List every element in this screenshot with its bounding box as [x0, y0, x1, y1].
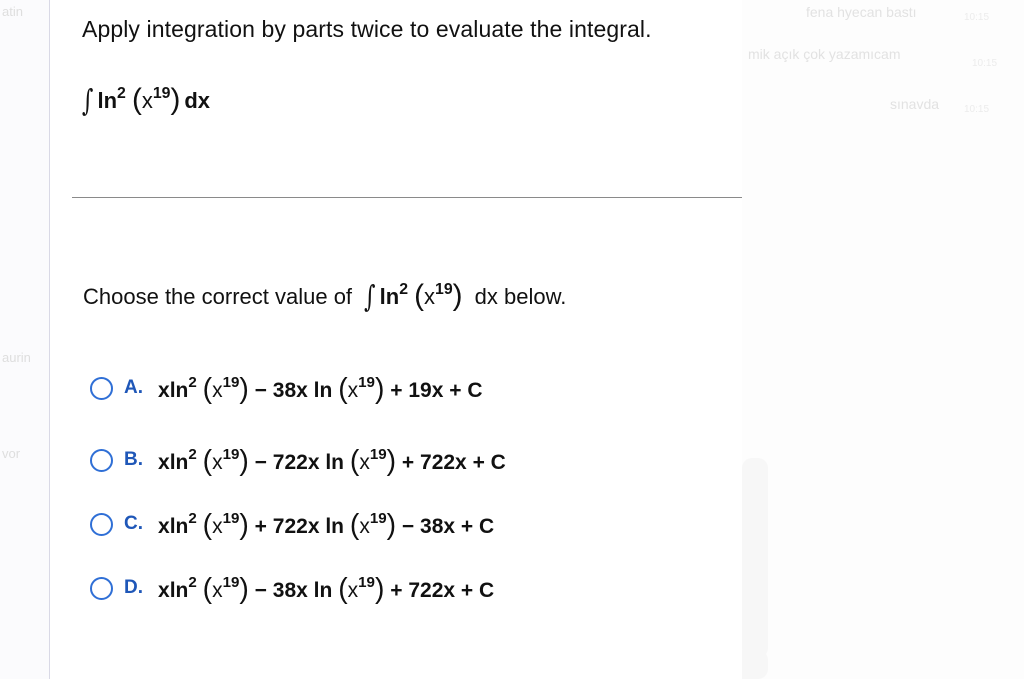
base-variable: x	[212, 578, 223, 602]
coefficient: 38x	[272, 378, 308, 402]
open-paren: (	[349, 508, 360, 541]
prompt-integral	[364, 279, 468, 315]
exponent: 19	[369, 510, 387, 528]
background-message: fena hyecan bastı	[806, 4, 917, 20]
term-x: x	[158, 578, 170, 602]
option-a[interactable]	[90, 368, 710, 408]
coefficient: 38x	[272, 578, 308, 602]
base-variable: x	[212, 450, 223, 474]
prompt-text-end: dx below.	[474, 284, 567, 309]
base-variable: x	[212, 514, 223, 538]
ln-function: ln	[169, 378, 189, 402]
ln-function: ln	[169, 578, 189, 602]
background-label: vor	[2, 446, 21, 461]
operator: −	[254, 578, 267, 602]
ln-function: ln	[169, 450, 189, 474]
operator: +	[254, 514, 267, 538]
open-paren: (	[202, 572, 213, 605]
open-paren: (	[338, 572, 348, 605]
open-paren: (	[202, 508, 213, 541]
background-sidebar	[0, 0, 50, 679]
tail-terms: + 722x + C	[390, 578, 495, 602]
background-message: sınavda	[890, 96, 940, 112]
option-d[interactable]	[90, 568, 710, 608]
close-paren: )	[386, 444, 397, 477]
background-label: aurin	[2, 350, 31, 365]
close-paren: )	[374, 572, 385, 605]
power: 2	[188, 446, 197, 464]
option-c[interactable]	[90, 504, 710, 544]
close-paren: )	[239, 508, 249, 541]
open-paren: (	[349, 444, 360, 477]
close-paren: )	[386, 508, 397, 541]
integral-sign: ∫	[364, 280, 376, 315]
question-card	[52, 0, 742, 679]
background-time: 10:15	[964, 104, 990, 115]
open-paren: (	[131, 83, 142, 117]
integral-sign: ∫	[82, 84, 94, 119]
background-time: 10:15	[964, 12, 990, 23]
ln-function: ln	[313, 578, 333, 602]
option-letter: A.	[124, 377, 143, 398]
base-variable: x	[212, 378, 223, 402]
option-letter: D.	[124, 577, 143, 598]
option-expression	[158, 444, 506, 477]
ln-function: ln	[379, 284, 400, 309]
term-x: x	[158, 514, 170, 538]
operator: −	[254, 378, 267, 402]
base-variable: x	[359, 450, 370, 474]
power: 2	[117, 85, 126, 103]
coefficient: 722x	[272, 514, 320, 538]
background-label: atin	[2, 4, 23, 19]
option-b[interactable]	[90, 440, 710, 480]
background-message: mik açık çok yazamıcam	[748, 46, 901, 62]
close-paren: )	[452, 279, 463, 313]
tail-terms: − 38x + C	[401, 514, 495, 538]
close-paren: )	[239, 444, 249, 477]
option-expression	[158, 372, 482, 405]
power: 2	[188, 574, 197, 592]
open-paren: (	[202, 444, 213, 477]
ln-function: ln	[313, 378, 333, 402]
section-divider	[72, 197, 742, 198]
exponent: 19	[222, 374, 240, 392]
open-paren: (	[338, 372, 348, 405]
exponent: 19	[152, 85, 171, 103]
question-prompt	[83, 278, 567, 315]
exponent: 19	[222, 574, 240, 592]
option-expression	[158, 508, 494, 541]
radio-button[interactable]	[90, 449, 113, 472]
operator: −	[254, 450, 267, 474]
background-chat	[742, 0, 1024, 679]
term-x: x	[158, 378, 170, 402]
radio-button[interactable]	[90, 513, 113, 536]
exponent: 19	[358, 574, 375, 592]
close-paren: )	[239, 372, 249, 405]
ln-function: ln	[325, 450, 345, 474]
question-title: Apply integration by parts twice to evaluate the integral.	[82, 16, 652, 42]
close-paren: )	[239, 572, 249, 605]
open-paren: (	[414, 279, 425, 313]
exponent: 19	[358, 374, 375, 392]
background-panel	[742, 458, 768, 658]
power: 2	[188, 510, 197, 528]
exponent: 19	[222, 446, 240, 464]
close-paren: )	[374, 372, 385, 405]
open-paren: (	[202, 372, 213, 405]
base-variable: x	[141, 88, 153, 113]
base-variable: x	[347, 378, 359, 402]
base-variable: x	[359, 514, 370, 538]
base-variable: x	[424, 284, 436, 309]
tail-terms: + 722x + C	[401, 450, 506, 474]
base-variable: x	[347, 578, 359, 602]
background-time: 10:15	[972, 58, 998, 69]
exponent: 19	[222, 510, 240, 528]
power: 2	[399, 281, 409, 299]
term-x: x	[158, 450, 170, 474]
coefficient: 722x	[272, 450, 320, 474]
option-letter: B.	[124, 449, 143, 470]
ln-function: ln	[325, 514, 345, 538]
ln-function: ln	[169, 514, 189, 538]
prompt-text: Choose the correct value of	[83, 284, 353, 309]
power: 2	[188, 374, 197, 392]
option-expression	[158, 572, 494, 605]
exponent: 19	[435, 281, 453, 299]
ln-function: ln	[97, 88, 118, 113]
tail-terms: + 19x + C	[390, 378, 483, 402]
option-letter: C.	[124, 513, 143, 534]
exponent: 19	[369, 446, 387, 464]
integral-expression	[82, 82, 211, 119]
differential: dx	[184, 88, 211, 113]
radio-button[interactable]	[90, 577, 113, 600]
close-paren: )	[170, 83, 181, 117]
radio-button[interactable]	[90, 377, 113, 400]
